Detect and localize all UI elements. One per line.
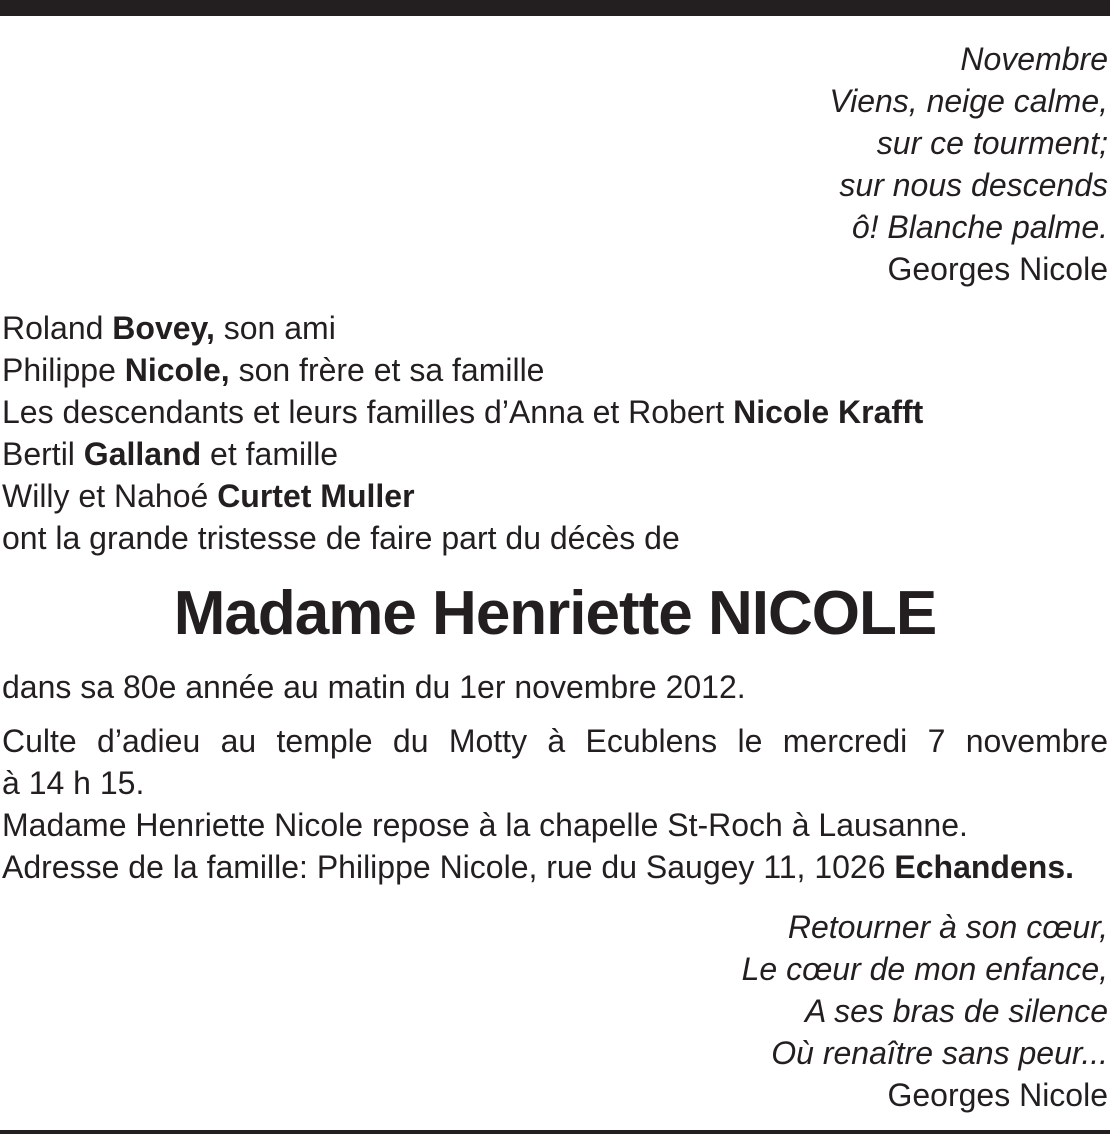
poem-author: Georges Nicole [887,1077,1108,1113]
poem-line: A ses bras de silence [805,993,1108,1029]
announcer-line [2,433,923,475]
announcer-line [2,349,923,391]
announcement-text: ont la grande tristesse de faire part du décès de [2,520,680,556]
announcer-first: Roland [2,310,113,346]
poem-line: ô! Blanche palme. [851,209,1108,245]
poem-line: sur nous descends [839,167,1108,203]
announcer-line [2,475,923,517]
announcer-rest: son frère et sa famille [229,352,545,388]
announcer-first: Willy et Nahoé [2,478,218,514]
announcer-surname: Curtet Muller [217,478,415,514]
poem-line: sur ce tourment; [876,125,1108,161]
announcer-line [2,391,923,433]
announcer-first: Philippe [2,352,125,388]
announcer-surname: Nicole, [124,352,230,388]
epigraph-poem [829,38,1108,290]
address-town: Echandens. [894,849,1074,885]
poem-line: Retourner à son cœur, [787,909,1108,945]
announcer-surname: Galland [83,436,202,472]
family-address [2,846,1074,888]
announcer-first: Les descendants et leurs familles d’Anna et Robert [2,394,734,430]
address-text: Adresse de la famille: Philippe Nicole, rue du Saugey 11, 1026 [2,849,895,885]
bottom-rule [0,1130,1110,1134]
announcer-surname: Nicole Krafft [733,394,924,430]
closing-poem [742,906,1108,1116]
announcer-line [2,307,923,349]
poem-line: Le cœur de mon enfance, [741,951,1108,987]
ceremony-info [2,720,1108,804]
deceased-name: Madame Henriette NICOLE [173,579,937,648]
announcers-list [2,307,923,559]
poem-line: Viens, neige calme, [829,83,1108,119]
poem-line: Novembre [960,41,1108,77]
announcer-first: Bertil [2,436,84,472]
announcer-rest: et famille [201,436,339,472]
announcer-rest: son ami [214,310,336,346]
ceremony-line: à 14 h 15. [2,765,145,801]
ceremony-line: Culte d’adieu au temple du Motty à Ecublens le mercredi 7 novembre [2,723,1108,759]
poem-line: Où renaître sans peur... [771,1035,1108,1071]
date-line: dans sa 80e année au matin du 1er novembre 2012. [2,669,746,705]
announcer-surname: Bovey, [112,310,215,346]
rest-place: Madame Henriette Nicole repose à la chapelle St-Roch à Lausanne. [2,807,968,843]
poem-author: Georges Nicole [887,251,1108,287]
top-rule [0,0,1110,16]
